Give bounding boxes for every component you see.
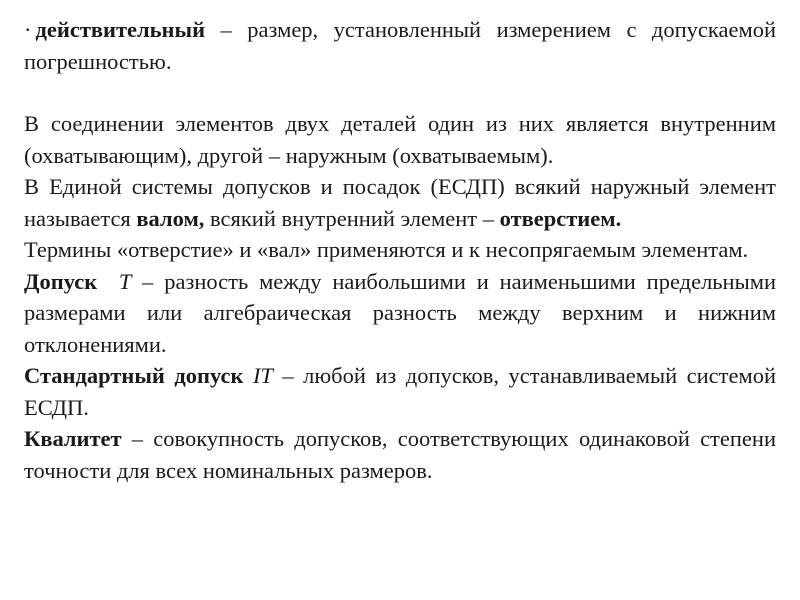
esdp-text-2: всякий внутренний элемент – [204,205,500,231]
term-qualitet: Квалитет [24,426,122,451]
definition-qualitet: – совокупность допусков, соответствующих одинаковой степени точности для всех номинальных размеров. [24,426,776,483]
definition-tolerance: – разность между наибольшими и наименьшими предельными размерами или алгебраическая разность между верхним и нижним отклонениями. [24,268,776,357]
paragraph-standard-tolerance [24,360,776,423]
term-standard-tolerance: Стандартный допуск [24,363,244,388]
document-page [24,14,776,486]
paragraph-connection: В соединении элементов двух деталей один из них является внутренним (охватывающим), другой – наружным (охватываемым). [24,111,776,168]
symbol-standard-tolerance: IT [252,363,273,388]
symbol-tolerance: Т [118,268,132,294]
term-tolerance: Допуск [24,268,98,294]
paragraph-esdp [24,171,776,234]
term-actual: действительный [35,17,206,42]
paragraph-tolerance [24,266,776,361]
definition-actual: – размер, установленный измерением с допускаемой погрешностью. [24,17,776,74]
term-shaft: валом, [136,205,205,231]
term-hole: отверстием. [499,205,622,231]
paragraph-terms: Термины «отверстие» и «вал» применяются и к несопрягаемым элементам. [24,237,749,262]
bullet-marker: · [24,17,32,42]
paragraph-actual-size [24,14,776,77]
esdp-text-1: В Единой системы допусков и посадок (ЕСДП) всякий наружный элемент называется [24,174,776,231]
paragraph-qualitet [24,423,776,486]
paragraph-gap [24,77,776,108]
definition-standard-tolerance: – любой из допусков, устанавливаемый системой ЕСДП. [24,363,776,420]
